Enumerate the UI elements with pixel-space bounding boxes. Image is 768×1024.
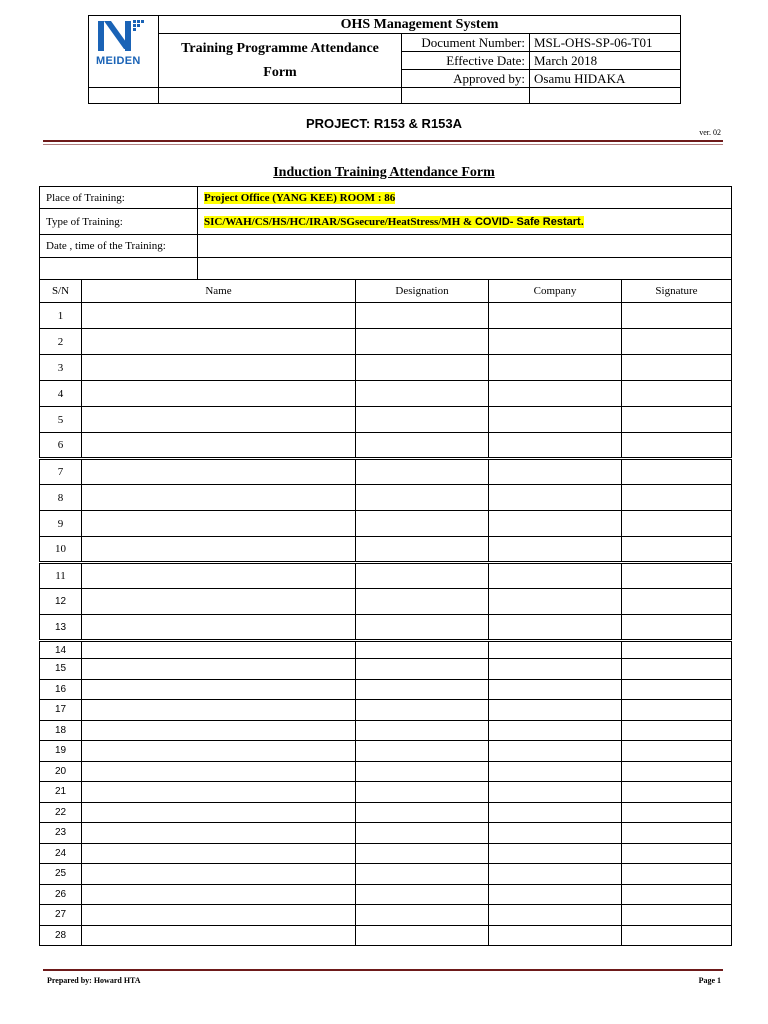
company-cell[interactable]	[489, 720, 622, 741]
signature-cell[interactable]	[622, 563, 732, 589]
header-rule-thin	[43, 144, 723, 145]
signature-cell[interactable]	[622, 303, 732, 329]
row-sn: 22	[40, 802, 82, 823]
signature-cell[interactable]	[622, 843, 732, 864]
row-sn: 5	[40, 407, 82, 433]
signature-cell[interactable]	[622, 615, 732, 641]
column-header-designation: Designation	[356, 280, 489, 303]
row-sn: 15	[40, 659, 82, 680]
designation-cell[interactable]	[356, 537, 489, 563]
place-field[interactable]	[198, 187, 732, 209]
signature-cell[interactable]	[622, 741, 732, 762]
row-sn: 7	[40, 459, 82, 485]
attendance-table	[39, 279, 732, 946]
designation-cell[interactable]	[356, 381, 489, 407]
column-header-name: Name	[82, 280, 356, 303]
company-cell[interactable]	[489, 381, 622, 407]
designation-cell[interactable]	[356, 511, 489, 537]
effective-date: March 2018	[530, 52, 681, 70]
company-cell[interactable]	[489, 563, 622, 589]
designation-cell[interactable]	[356, 589, 489, 615]
prepared-by: Prepared by: Howard HTA	[47, 976, 141, 985]
company-cell[interactable]	[489, 782, 622, 803]
form-heading: Induction Training Attendance Form	[273, 165, 495, 180]
company-cell[interactable]	[489, 802, 622, 823]
company-cell[interactable]	[489, 864, 622, 885]
place-label: Place of Training:	[40, 187, 198, 209]
row-sn: 24	[40, 843, 82, 864]
column-header-company: Company	[489, 280, 622, 303]
signature-cell[interactable]	[622, 641, 732, 659]
name-cell[interactable]	[82, 679, 356, 700]
designation-cell[interactable]	[356, 720, 489, 741]
name-cell[interactable]	[82, 433, 356, 459]
header-empty-cell	[159, 88, 402, 104]
row-sn: 11	[40, 563, 82, 589]
date-label: Date , time of the Training:	[40, 235, 198, 258]
signature-cell[interactable]	[622, 782, 732, 803]
signature-cell[interactable]	[622, 355, 732, 381]
table-row	[40, 511, 732, 537]
designation-cell[interactable]	[356, 407, 489, 433]
company-cell[interactable]	[489, 537, 622, 563]
table-row	[40, 802, 732, 823]
company-cell[interactable]	[489, 485, 622, 511]
table-row	[40, 381, 732, 407]
name-cell[interactable]	[82, 329, 356, 355]
signature-cell[interactable]	[622, 659, 732, 680]
doc-number-label: Document Number:	[402, 34, 530, 52]
row-sn: 4	[40, 381, 82, 407]
table-row	[40, 615, 732, 641]
designation-cell[interactable]	[356, 823, 489, 844]
info-empty-cell	[40, 258, 198, 280]
designation-cell[interactable]	[356, 303, 489, 329]
row-sn: 28	[40, 925, 82, 946]
table-row	[40, 843, 732, 864]
form-title: Training Programme Attendance Form	[159, 34, 402, 88]
logo-text: MEIDEN	[96, 55, 141, 67]
row-sn: 19	[40, 741, 82, 762]
company-cell[interactable]	[489, 741, 622, 762]
footer-rule	[43, 969, 723, 971]
row-sn: 6	[40, 433, 82, 459]
row-sn: 9	[40, 511, 82, 537]
row-sn: 18	[40, 720, 82, 741]
table-row	[40, 905, 732, 926]
table-row	[40, 659, 732, 680]
row-sn: 16	[40, 679, 82, 700]
company-cell[interactable]	[489, 905, 622, 926]
table-row	[40, 925, 732, 946]
table-row	[40, 563, 732, 589]
company-cell[interactable]	[489, 459, 622, 485]
header-rule	[43, 140, 723, 142]
table-row	[40, 537, 732, 563]
row-sn: 12	[40, 589, 82, 615]
name-cell[interactable]	[82, 563, 356, 589]
header-empty-cell	[89, 88, 159, 104]
row-sn: 2	[40, 329, 82, 355]
name-cell[interactable]	[82, 700, 356, 721]
signature-cell[interactable]	[622, 884, 732, 905]
table-row	[40, 407, 732, 433]
company-cell[interactable]	[489, 823, 622, 844]
designation-cell[interactable]	[356, 485, 489, 511]
name-cell[interactable]	[82, 761, 356, 782]
company-cell[interactable]	[489, 761, 622, 782]
name-cell[interactable]	[82, 381, 356, 407]
designation-cell[interactable]	[356, 329, 489, 355]
designation-cell[interactable]	[356, 864, 489, 885]
designation-cell[interactable]	[356, 884, 489, 905]
name-cell[interactable]	[82, 864, 356, 885]
signature-cell[interactable]	[622, 925, 732, 946]
table-row	[40, 782, 732, 803]
company-cell[interactable]	[489, 641, 622, 659]
type-label: Type of Training:	[40, 209, 198, 235]
company-cell[interactable]	[489, 925, 622, 946]
company-cell[interactable]	[489, 615, 622, 641]
table-row	[40, 303, 732, 329]
signature-cell[interactable]	[622, 537, 732, 563]
name-cell[interactable]	[82, 659, 356, 680]
company-cell[interactable]	[489, 329, 622, 355]
company-cell[interactable]	[489, 589, 622, 615]
name-cell[interactable]	[82, 782, 356, 803]
row-sn: 17	[40, 700, 82, 721]
designation-cell[interactable]	[356, 925, 489, 946]
designation-cell[interactable]	[356, 700, 489, 721]
designation-cell[interactable]	[356, 679, 489, 700]
signature-cell[interactable]	[622, 511, 732, 537]
name-cell[interactable]	[82, 720, 356, 741]
designation-cell[interactable]	[356, 563, 489, 589]
row-sn: 23	[40, 823, 82, 844]
designation-cell[interactable]	[356, 659, 489, 680]
row-sn: 14	[40, 641, 82, 659]
signature-cell[interactable]	[622, 381, 732, 407]
company-cell[interactable]	[489, 843, 622, 864]
doc-number: MSL-OHS-SP-06-T01	[530, 34, 681, 52]
company-cell[interactable]	[489, 303, 622, 329]
date-field[interactable]	[198, 235, 732, 258]
table-header-row	[40, 280, 732, 303]
signature-cell[interactable]	[622, 905, 732, 926]
row-sn: 3	[40, 355, 82, 381]
type-value-covid: COVID- Safe Restart.	[474, 215, 584, 228]
table-row	[40, 589, 732, 615]
signature-cell[interactable]	[622, 459, 732, 485]
signature-cell[interactable]	[622, 802, 732, 823]
table-row	[40, 355, 732, 381]
designation-cell[interactable]	[356, 641, 489, 659]
name-cell[interactable]	[82, 641, 356, 659]
table-row	[40, 741, 732, 762]
name-cell[interactable]	[82, 615, 356, 641]
table-row	[40, 641, 732, 659]
company-cell[interactable]	[489, 355, 622, 381]
company-cell[interactable]	[489, 511, 622, 537]
name-cell[interactable]	[82, 884, 356, 905]
table-row	[40, 485, 732, 511]
name-cell[interactable]	[82, 355, 356, 381]
signature-cell[interactable]	[622, 679, 732, 700]
company-cell[interactable]	[489, 433, 622, 459]
header-table	[88, 15, 681, 104]
signature-cell[interactable]	[622, 700, 732, 721]
training-info-table	[39, 186, 732, 280]
approved-by: Osamu HIDAKA	[530, 70, 681, 88]
name-cell[interactable]	[82, 925, 356, 946]
version: ver. 02	[699, 128, 721, 137]
signature-cell[interactable]	[622, 433, 732, 459]
signature-cell[interactable]	[622, 407, 732, 433]
name-cell[interactable]	[82, 537, 356, 563]
company-cell[interactable]	[489, 679, 622, 700]
header-empty-cell	[402, 88, 530, 104]
signature-cell[interactable]	[622, 329, 732, 355]
page-number: Page 1	[698, 976, 721, 985]
designation-cell[interactable]	[356, 433, 489, 459]
approved-by-label: Approved by:	[402, 70, 530, 88]
project-title: PROJECT: R153 & R153A	[305, 116, 463, 131]
designation-cell[interactable]	[356, 802, 489, 823]
company-cell[interactable]	[489, 884, 622, 905]
designation-cell[interactable]	[356, 782, 489, 803]
logo	[89, 16, 159, 88]
name-cell[interactable]	[82, 485, 356, 511]
effective-date-label: Effective Date:	[402, 52, 530, 70]
type-value: SIC/WAH/CS/HS/HC/IRAR/SGsecure/HeatStress/MH &	[204, 215, 475, 228]
name-cell[interactable]	[82, 407, 356, 433]
column-header-sn: S/N	[40, 280, 82, 303]
signature-cell[interactable]	[622, 589, 732, 615]
name-cell[interactable]	[82, 843, 356, 864]
signature-cell[interactable]	[622, 761, 732, 782]
name-cell[interactable]	[82, 802, 356, 823]
table-row	[40, 679, 732, 700]
designation-cell[interactable]	[356, 459, 489, 485]
row-sn: 13	[40, 615, 82, 641]
name-cell[interactable]	[82, 511, 356, 537]
table-row	[40, 720, 732, 741]
table-row	[40, 459, 732, 485]
designation-cell[interactable]	[356, 355, 489, 381]
table-row	[40, 823, 732, 844]
row-sn: 26	[40, 884, 82, 905]
row-sn: 8	[40, 485, 82, 511]
system-title: OHS Management System	[159, 16, 681, 34]
row-sn: 21	[40, 782, 82, 803]
table-row	[40, 433, 732, 459]
table-row	[40, 700, 732, 721]
company-cell[interactable]	[489, 659, 622, 680]
signature-cell[interactable]	[622, 485, 732, 511]
name-cell[interactable]	[82, 589, 356, 615]
row-sn: 27	[40, 905, 82, 926]
row-sn: 25	[40, 864, 82, 885]
name-cell[interactable]	[82, 823, 356, 844]
place-value: Project Office (YANG KEE) ROOM : 86	[204, 191, 396, 204]
header-empty-cell	[530, 88, 681, 104]
company-cell[interactable]	[489, 700, 622, 721]
designation-cell[interactable]	[356, 761, 489, 782]
company-cell[interactable]	[489, 407, 622, 433]
designation-cell[interactable]	[356, 615, 489, 641]
name-cell[interactable]	[82, 303, 356, 329]
row-sn: 20	[40, 761, 82, 782]
name-cell[interactable]	[82, 905, 356, 926]
name-cell[interactable]	[82, 741, 356, 762]
meiden-logo-icon	[89, 16, 159, 86]
designation-cell[interactable]	[356, 905, 489, 926]
name-cell[interactable]	[82, 459, 356, 485]
signature-cell[interactable]	[622, 720, 732, 741]
table-row	[40, 761, 732, 782]
signature-cell[interactable]	[622, 823, 732, 844]
column-header-signature: Signature	[622, 280, 732, 303]
table-row	[40, 864, 732, 885]
signature-cell[interactable]	[622, 864, 732, 885]
info-empty-field[interactable]	[198, 258, 732, 280]
table-row	[40, 329, 732, 355]
type-field[interactable]	[198, 209, 732, 235]
table-row	[40, 884, 732, 905]
row-sn: 10	[40, 537, 82, 563]
row-sn: 1	[40, 303, 82, 329]
designation-cell[interactable]	[356, 843, 489, 864]
designation-cell[interactable]	[356, 741, 489, 762]
